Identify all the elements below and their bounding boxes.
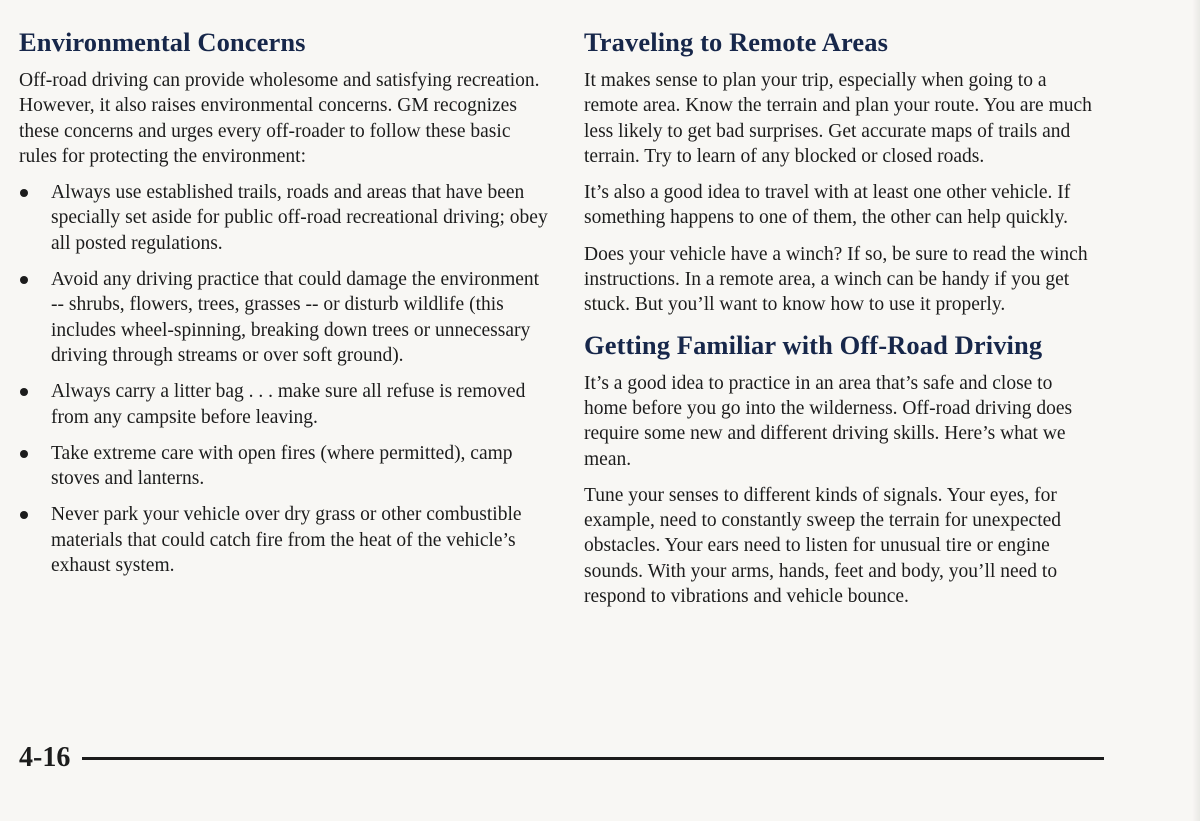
bullet-icon <box>20 450 28 458</box>
list-item-text: Never park your vehicle over dry grass or other combustible materials that could catch fire from the heat of the vehicle’s exhaust system. <box>51 504 522 577</box>
familiar-paragraph-2: Tune your senses to different kinds of signals. Your eyes, for example, need to constantly sweep the terrain for unexpected obstacles. Your ears need to listen for unusual tire or engine sounds. With your arms, hands, feet and body, you’ll need to respond to vibrations and vehicle bounce. <box>584 484 1062 608</box>
left-column <box>19 26 549 589</box>
page-edge-shadow <box>1192 0 1200 821</box>
heading-getting-familiar: Getting Familiar with Off-Road Driving <box>584 329 1043 360</box>
list-item-text: Take extreme care with open fires (where permitted), camp stoves and lanterns. <box>51 442 513 490</box>
list-item <box>19 180 549 256</box>
list-item <box>19 502 549 578</box>
bullet-icon <box>20 388 28 396</box>
remote-areas-paragraph-1: It makes sense to plan your trip, especially when going to a remote area. Know the terrain and plan your route. You are much less likely to get bad surprises. Get accurate maps of trails and terrain. Try to learn of any blocked or closed roads. <box>584 70 1092 167</box>
heading-traveling-remote-areas: Traveling to Remote Areas <box>584 27 888 57</box>
list-item <box>19 267 549 368</box>
list-item-text: Always use established trails, roads and areas that have been specially set aside for public off-road recreational driving; obey all posted regulations. <box>51 182 548 254</box>
list-item-text: Avoid any driving practice that could damage the environment -- shrubs, flowers, trees, grasses -- or disturb wildlife (this includes wheel-spinning, breaking down trees or unnecessary driving through streams or over soft ground). <box>51 269 540 366</box>
right-column <box>584 26 1094 620</box>
footer-rule-divider <box>82 757 1104 760</box>
environment-rules-list <box>19 180 549 578</box>
environmental-intro-paragraph: Off-road driving can provide wholesome and satisfying recreation. However, it also raises environmental concerns. GM recognizes these concerns and urges every off-roader to follow these basic rules for protecting the environment: <box>19 70 540 167</box>
page-footer <box>19 740 1104 780</box>
heading-environmental-concerns: Environmental Concerns <box>19 27 306 57</box>
remote-areas-paragraph-3: Does your vehicle have a winch? If so, be sure to read the winch instructions. In a remote area, a winch can be handy if you get stuck. But you’ll want to know how to use it properly. <box>584 243 1088 316</box>
bullet-icon <box>20 511 28 519</box>
list-item-text: Always carry a litter bag . . . make sure all refuse is removed from any campsite before leaving. <box>51 381 526 428</box>
list-item <box>19 441 549 492</box>
list-item <box>19 379 549 430</box>
remote-areas-paragraph-2: It’s also a good idea to travel with at least one other vehicle. If something happens to one of them, the other can help quickly. <box>584 182 1071 229</box>
page-number: 4-16 <box>19 742 71 773</box>
bullet-icon <box>20 189 28 197</box>
bullet-icon <box>20 276 28 284</box>
familiar-paragraph-1: It’s a good idea to practice in an area that’s safe and close to home before you go into the wilderness. Off-road driving does require some new and different driving skills. Here’s what we mean. <box>584 372 1073 470</box>
